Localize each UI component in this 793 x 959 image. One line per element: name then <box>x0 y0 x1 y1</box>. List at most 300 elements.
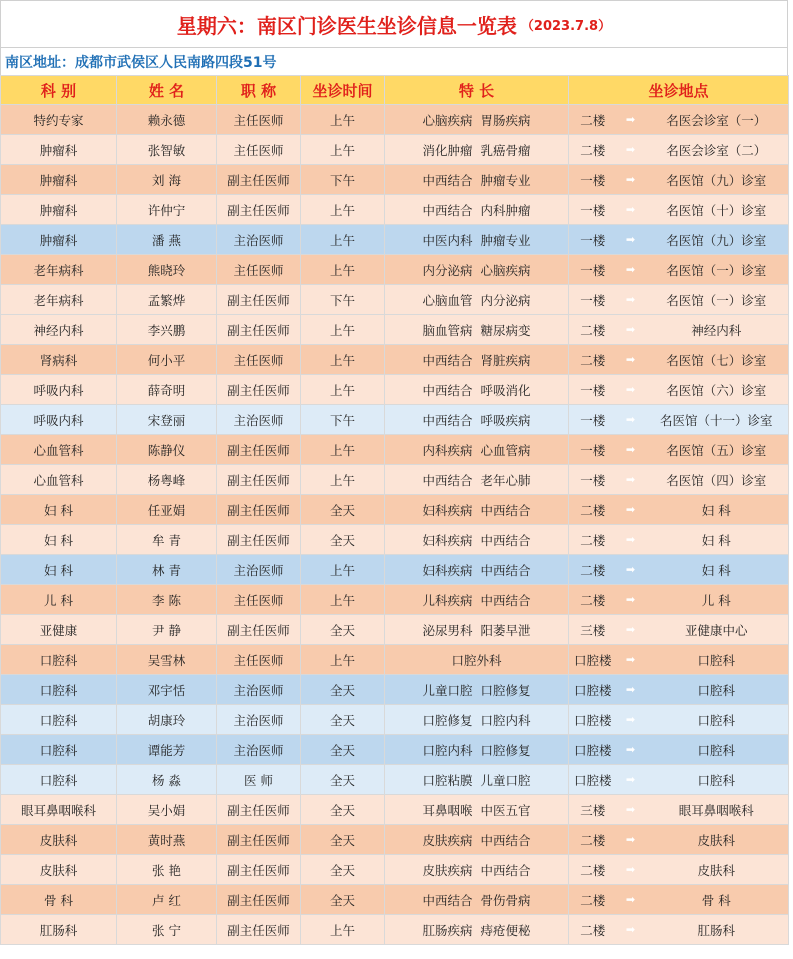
specialty-item: 乳癌骨瘤 <box>480 142 531 158</box>
specialty-item: 儿童口腔 <box>422 682 473 698</box>
specialty-item: 妇科疾病 <box>422 532 473 548</box>
cell-title: 副主任医师 <box>217 375 301 405</box>
arrow-right-icon: ➡ <box>617 765 645 795</box>
specialty-item: 中西结合 <box>480 832 531 848</box>
cell-time: 上午 <box>301 105 385 135</box>
specialty-item: 口腔修复 <box>480 742 531 758</box>
cell-time: 全天 <box>301 735 385 765</box>
arrow-right-icon: ➡ <box>617 495 645 525</box>
cell-specialty <box>385 255 569 285</box>
cell-name: 张 艳 <box>117 855 217 885</box>
table-row <box>1 225 789 255</box>
cell-floor: 二楼 <box>569 825 617 855</box>
cell-department: 口腔科 <box>1 645 117 675</box>
cell-location: 肛肠科 <box>645 915 789 945</box>
cell-time: 上午 <box>301 645 385 675</box>
arrow-right-icon: ➡ <box>617 165 645 195</box>
cell-time: 上午 <box>301 225 385 255</box>
table-row <box>1 495 789 525</box>
address-label: 南区地址： <box>5 54 75 71</box>
cell-title: 副主任医师 <box>217 315 301 345</box>
cell-department: 皮肤科 <box>1 855 117 885</box>
specialty-item: 中西结合 <box>422 352 473 368</box>
cell-location: 名医馆（九）诊室 <box>645 165 789 195</box>
cell-name: 刘 海 <box>117 165 217 195</box>
cell-time: 全天 <box>301 705 385 735</box>
cell-title: 主任医师 <box>217 105 301 135</box>
cell-department: 眼耳鼻咽喉科 <box>1 795 117 825</box>
cell-title: 主任医师 <box>217 645 301 675</box>
specialty-item: 妇科疾病 <box>422 562 473 578</box>
specialty-item: 中西结合 <box>422 892 473 908</box>
cell-specialty <box>385 705 569 735</box>
cell-title: 主治医师 <box>217 555 301 585</box>
specialty-item: 老年心肺 <box>480 472 531 488</box>
specialty-item: 中西结合 <box>422 172 473 188</box>
arrow-right-icon: ➡ <box>617 375 645 405</box>
arrow-right-icon: ➡ <box>617 855 645 885</box>
table-row <box>1 255 789 285</box>
cell-location: 名医馆（十一）诊室 <box>645 405 789 435</box>
cell-time: 全天 <box>301 525 385 555</box>
header-specialty: 特 长 <box>385 76 569 105</box>
cell-name: 宋登丽 <box>117 405 217 435</box>
cell-department: 口腔科 <box>1 705 117 735</box>
cell-location: 骨 科 <box>645 885 789 915</box>
cell-location: 名医馆（九）诊室 <box>645 225 789 255</box>
specialty-item: 内分泌病 <box>422 262 473 278</box>
cell-name: 任亚娟 <box>117 495 217 525</box>
specialty-item: 皮肤疾病 <box>422 862 473 878</box>
cell-specialty <box>385 315 569 345</box>
cell-time: 上午 <box>301 915 385 945</box>
cell-location: 口腔科 <box>645 705 789 735</box>
cell-floor: 二楼 <box>569 585 617 615</box>
table-row <box>1 525 789 555</box>
cell-department: 妇 科 <box>1 555 117 585</box>
cell-name: 陈静仪 <box>117 435 217 465</box>
specialty-item: 痔疮便秘 <box>480 922 531 938</box>
specialty-item: 中西结合 <box>480 862 531 878</box>
cell-title: 副主任医师 <box>217 825 301 855</box>
cell-specialty <box>385 525 569 555</box>
title-bar <box>0 0 788 47</box>
cell-location: 口腔科 <box>645 675 789 705</box>
cell-time: 全天 <box>301 675 385 705</box>
arrow-right-icon: ➡ <box>617 885 645 915</box>
cell-floor: 一楼 <box>569 225 617 255</box>
cell-specialty <box>385 885 569 915</box>
cell-location: 眼耳鼻咽喉科 <box>645 795 789 825</box>
cell-specialty <box>385 915 569 945</box>
cell-time: 上午 <box>301 195 385 225</box>
cell-time: 下午 <box>301 405 385 435</box>
cell-floor: 二楼 <box>569 345 617 375</box>
cell-specialty <box>385 285 569 315</box>
cell-title: 主治医师 <box>217 705 301 735</box>
table-row <box>1 555 789 585</box>
cell-time: 全天 <box>301 765 385 795</box>
cell-department: 特约专家 <box>1 105 117 135</box>
cell-name: 薛奇明 <box>117 375 217 405</box>
cell-time: 上午 <box>301 135 385 165</box>
cell-floor: 三楼 <box>569 795 617 825</box>
cell-department: 神经内科 <box>1 315 117 345</box>
table-row <box>1 705 789 735</box>
cell-location: 名医馆（五）诊室 <box>645 435 789 465</box>
cell-title: 主治医师 <box>217 405 301 435</box>
specialty-item: 阳萎早泄 <box>480 622 531 638</box>
cell-specialty <box>385 165 569 195</box>
cell-time: 下午 <box>301 285 385 315</box>
cell-department: 肿瘤科 <box>1 165 117 195</box>
cell-title: 副主任医师 <box>217 885 301 915</box>
arrow-right-icon: ➡ <box>617 525 645 555</box>
specialty-item: 口腔粘膜 <box>422 772 473 788</box>
cell-location: 名医馆（六）诊室 <box>645 375 789 405</box>
cell-title: 副主任医师 <box>217 285 301 315</box>
cell-name: 赖永德 <box>117 105 217 135</box>
cell-time: 全天 <box>301 495 385 525</box>
table-row <box>1 375 789 405</box>
specialty-item: 心脑血管 <box>422 292 473 308</box>
cell-name: 尹 静 <box>117 615 217 645</box>
cell-floor: 二楼 <box>569 885 617 915</box>
specialty-item: 中医五官 <box>480 802 531 818</box>
specialty-item: 糖尿病变 <box>480 322 531 338</box>
cell-title: 副主任医师 <box>217 165 301 195</box>
cell-time: 全天 <box>301 855 385 885</box>
arrow-right-icon: ➡ <box>617 135 645 165</box>
cell-specialty <box>385 465 569 495</box>
table-row <box>1 765 789 795</box>
table-row <box>1 315 789 345</box>
page-date: （2023.7.8） <box>520 18 612 34</box>
specialty-item: 心脑疾病 <box>480 262 531 278</box>
specialty-item: 中西结合 <box>480 562 531 578</box>
table-body <box>1 105 789 945</box>
arrow-right-icon: ➡ <box>617 405 645 435</box>
cell-time: 上午 <box>301 345 385 375</box>
table-row <box>1 195 789 225</box>
cell-location: 儿 科 <box>645 585 789 615</box>
cell-location: 名医馆（一）诊室 <box>645 285 789 315</box>
cell-name: 邓宇恬 <box>117 675 217 705</box>
cell-floor: 一楼 <box>569 285 617 315</box>
cell-specialty <box>385 135 569 165</box>
cell-name: 潘 燕 <box>117 225 217 255</box>
cell-floor: 口腔楼 <box>569 645 617 675</box>
cell-floor: 二楼 <box>569 495 617 525</box>
cell-name: 杨粤峰 <box>117 465 217 495</box>
table-row <box>1 795 789 825</box>
cell-department: 皮肤科 <box>1 825 117 855</box>
cell-department: 呼吸内科 <box>1 405 117 435</box>
cell-specialty <box>385 585 569 615</box>
cell-specialty <box>385 675 569 705</box>
header-department: 科 别 <box>1 76 117 105</box>
cell-name: 胡康玲 <box>117 705 217 735</box>
specialty-item: 儿童口腔 <box>480 772 531 788</box>
table-row <box>1 885 789 915</box>
arrow-right-icon: ➡ <box>617 615 645 645</box>
cell-specialty <box>385 765 569 795</box>
specialty-item: 胃肠疾病 <box>480 112 531 128</box>
cell-title: 主任医师 <box>217 585 301 615</box>
cell-specialty <box>385 435 569 465</box>
arrow-right-icon: ➡ <box>617 225 645 255</box>
cell-location: 口腔科 <box>645 765 789 795</box>
cell-title: 主治医师 <box>217 735 301 765</box>
table-row <box>1 825 789 855</box>
cell-department: 口腔科 <box>1 675 117 705</box>
table-row <box>1 855 789 885</box>
address-bar <box>0 47 788 75</box>
cell-department: 口腔科 <box>1 735 117 765</box>
cell-title: 副主任医师 <box>217 915 301 945</box>
cell-time: 上午 <box>301 435 385 465</box>
cell-title: 副主任医师 <box>217 435 301 465</box>
cell-department: 呼吸内科 <box>1 375 117 405</box>
cell-name: 李 陈 <box>117 585 217 615</box>
cell-specialty <box>385 555 569 585</box>
cell-specialty <box>385 795 569 825</box>
specialty-item: 儿科疾病 <box>422 592 473 608</box>
table-row <box>1 285 789 315</box>
arrow-right-icon: ➡ <box>617 435 645 465</box>
table-row <box>1 135 789 165</box>
cell-floor: 口腔楼 <box>569 675 617 705</box>
arrow-right-icon: ➡ <box>617 285 645 315</box>
cell-name: 谭能芳 <box>117 735 217 765</box>
cell-floor: 二楼 <box>569 105 617 135</box>
cell-specialty <box>385 105 569 135</box>
specialty-item: 口腔内科 <box>480 712 531 728</box>
cell-title: 副主任医师 <box>217 525 301 555</box>
cell-department: 肿瘤科 <box>1 225 117 255</box>
specialty-item: 肿瘤专业 <box>480 232 531 248</box>
table-row <box>1 405 789 435</box>
table-row <box>1 105 789 135</box>
cell-specialty <box>385 405 569 435</box>
cell-time: 全天 <box>301 615 385 645</box>
cell-location: 名医馆（七）诊室 <box>645 345 789 375</box>
specialty-item: 内科疾病 <box>422 442 473 458</box>
cell-department: 老年病科 <box>1 285 117 315</box>
cell-specialty <box>385 825 569 855</box>
cell-location: 名医会诊室（二） <box>645 135 789 165</box>
arrow-right-icon: ➡ <box>617 705 645 735</box>
cell-name: 牟 青 <box>117 525 217 555</box>
cell-department: 骨 科 <box>1 885 117 915</box>
cell-department: 口腔科 <box>1 765 117 795</box>
cell-time: 全天 <box>301 885 385 915</box>
specialty-item: 中西结合 <box>422 382 473 398</box>
cell-floor: 口腔楼 <box>569 765 617 795</box>
cell-floor: 口腔楼 <box>569 735 617 765</box>
cell-title: 副主任医师 <box>217 855 301 885</box>
arrow-right-icon: ➡ <box>617 555 645 585</box>
schedule-table <box>0 75 789 945</box>
cell-name: 林 青 <box>117 555 217 585</box>
cell-floor: 一楼 <box>569 435 617 465</box>
cell-time: 上午 <box>301 315 385 345</box>
cell-title: 副主任医师 <box>217 465 301 495</box>
specialty-item: 中西结合 <box>422 202 473 218</box>
arrow-right-icon: ➡ <box>617 915 645 945</box>
cell-title: 副主任医师 <box>217 795 301 825</box>
specialty-item: 脑血管病 <box>422 322 473 338</box>
cell-name: 张智敏 <box>117 135 217 165</box>
arrow-right-icon: ➡ <box>617 675 645 705</box>
cell-location: 皮肤科 <box>645 825 789 855</box>
cell-name: 吴雪林 <box>117 645 217 675</box>
cell-specialty <box>385 645 569 675</box>
specialty-item: 口腔内科 <box>422 742 473 758</box>
header-location: 坐诊地点 <box>569 76 789 105</box>
specialty-item: 口腔修复 <box>480 682 531 698</box>
cell-department: 心血管科 <box>1 465 117 495</box>
table-row <box>1 435 789 465</box>
table-row <box>1 345 789 375</box>
cell-department: 妇 科 <box>1 495 117 525</box>
specialty-item: 内分泌病 <box>480 292 531 308</box>
cell-floor: 二楼 <box>569 315 617 345</box>
cell-department: 儿 科 <box>1 585 117 615</box>
cell-location: 妇 科 <box>645 525 789 555</box>
specialty-item: 呼吸疾病 <box>480 412 531 428</box>
address-value: 成都市武侯区人民南路四段51号 <box>75 54 277 71</box>
cell-location: 皮肤科 <box>645 855 789 885</box>
specialty-item: 呼吸消化 <box>480 382 531 398</box>
cell-specialty <box>385 225 569 255</box>
specialty-item: 消化肿瘤 <box>422 142 473 158</box>
cell-name: 孟繁烨 <box>117 285 217 315</box>
cell-time: 上午 <box>301 585 385 615</box>
cell-name: 许仲宁 <box>117 195 217 225</box>
arrow-right-icon: ➡ <box>617 825 645 855</box>
table-header-row <box>1 76 789 105</box>
cell-department: 肿瘤科 <box>1 195 117 225</box>
arrow-right-icon: ➡ <box>617 795 645 825</box>
specialty-item: 中西结合 <box>480 502 531 518</box>
cell-specialty <box>385 345 569 375</box>
specialty-item: 耳鼻咽喉 <box>422 802 473 818</box>
specialty-item: 内科肿瘤 <box>480 202 531 218</box>
cell-name: 张 宁 <box>117 915 217 945</box>
cell-title: 主任医师 <box>217 135 301 165</box>
cell-specialty <box>385 615 569 645</box>
page-title: 星期六：南区门诊医生坐诊信息一览表 <box>176 13 517 38</box>
arrow-right-icon: ➡ <box>617 465 645 495</box>
cell-department: 妇 科 <box>1 525 117 555</box>
cell-name: 吴小娟 <box>117 795 217 825</box>
cell-specialty <box>385 375 569 405</box>
specialty-item: 中医内科 <box>422 232 473 248</box>
cell-location: 名医会诊室（一） <box>645 105 789 135</box>
cell-title: 副主任医师 <box>217 495 301 525</box>
cell-name: 卢 红 <box>117 885 217 915</box>
specialty-item: 心脑疾病 <box>422 112 473 128</box>
arrow-right-icon: ➡ <box>617 645 645 675</box>
cell-name: 黄时燕 <box>117 825 217 855</box>
arrow-right-icon: ➡ <box>617 585 645 615</box>
cell-location: 口腔科 <box>645 735 789 765</box>
cell-location: 妇 科 <box>645 555 789 585</box>
cell-floor: 一楼 <box>569 195 617 225</box>
specialty-item: 口腔修复 <box>422 712 473 728</box>
arrow-right-icon: ➡ <box>617 315 645 345</box>
arrow-right-icon: ➡ <box>617 345 645 375</box>
cell-specialty <box>385 855 569 885</box>
cell-time: 下午 <box>301 165 385 195</box>
arrow-right-icon: ➡ <box>617 105 645 135</box>
specialty-item: 中西结合 <box>422 472 473 488</box>
cell-name: 熊晓玲 <box>117 255 217 285</box>
specialty-item: 肿瘤专业 <box>480 172 531 188</box>
cell-location: 亚健康中心 <box>645 615 789 645</box>
cell-title: 副主任医师 <box>217 615 301 645</box>
cell-location: 名医馆（一）诊室 <box>645 255 789 285</box>
specialty-item: 中西结合 <box>480 532 531 548</box>
cell-department: 肾病科 <box>1 345 117 375</box>
arrow-right-icon: ➡ <box>617 195 645 225</box>
cell-time: 上午 <box>301 465 385 495</box>
cell-title: 医 师 <box>217 765 301 795</box>
cell-specialty <box>385 195 569 225</box>
cell-name: 杨 淼 <box>117 765 217 795</box>
specialty-item: 骨伤骨病 <box>480 892 531 908</box>
cell-title: 主任医师 <box>217 255 301 285</box>
table-row <box>1 585 789 615</box>
cell-floor: 二楼 <box>569 915 617 945</box>
cell-floor: 一楼 <box>569 465 617 495</box>
cell-department: 老年病科 <box>1 255 117 285</box>
table-row <box>1 915 789 945</box>
table-row <box>1 735 789 765</box>
cell-floor: 一楼 <box>569 255 617 285</box>
cell-name: 李兴鹏 <box>117 315 217 345</box>
header-name: 姓 名 <box>117 76 217 105</box>
cell-location: 妇 科 <box>645 495 789 525</box>
specialty-item: 泌尿男科 <box>422 622 473 638</box>
specialty-item: 中西结合 <box>480 592 531 608</box>
cell-floor: 一楼 <box>569 375 617 405</box>
cell-floor: 口腔楼 <box>569 705 617 735</box>
cell-department: 肿瘤科 <box>1 135 117 165</box>
cell-time: 全天 <box>301 825 385 855</box>
header-title: 职 称 <box>217 76 301 105</box>
cell-specialty <box>385 495 569 525</box>
specialty-item: 心血管病 <box>480 442 531 458</box>
cell-floor: 二楼 <box>569 525 617 555</box>
cell-location: 神经内科 <box>645 315 789 345</box>
table-row <box>1 165 789 195</box>
specialty-item: 妇科疾病 <box>422 502 473 518</box>
header-time: 坐诊时间 <box>301 76 385 105</box>
cell-floor: 一楼 <box>569 165 617 195</box>
cell-department: 亚健康 <box>1 615 117 645</box>
cell-location: 名医馆（四）诊室 <box>645 465 789 495</box>
cell-floor: 二楼 <box>569 855 617 885</box>
cell-time: 上午 <box>301 555 385 585</box>
cell-time: 上午 <box>301 255 385 285</box>
table-row <box>1 465 789 495</box>
table-row <box>1 645 789 675</box>
cell-title: 主治医师 <box>217 675 301 705</box>
cell-floor: 二楼 <box>569 135 617 165</box>
cell-department: 肛肠科 <box>1 915 117 945</box>
